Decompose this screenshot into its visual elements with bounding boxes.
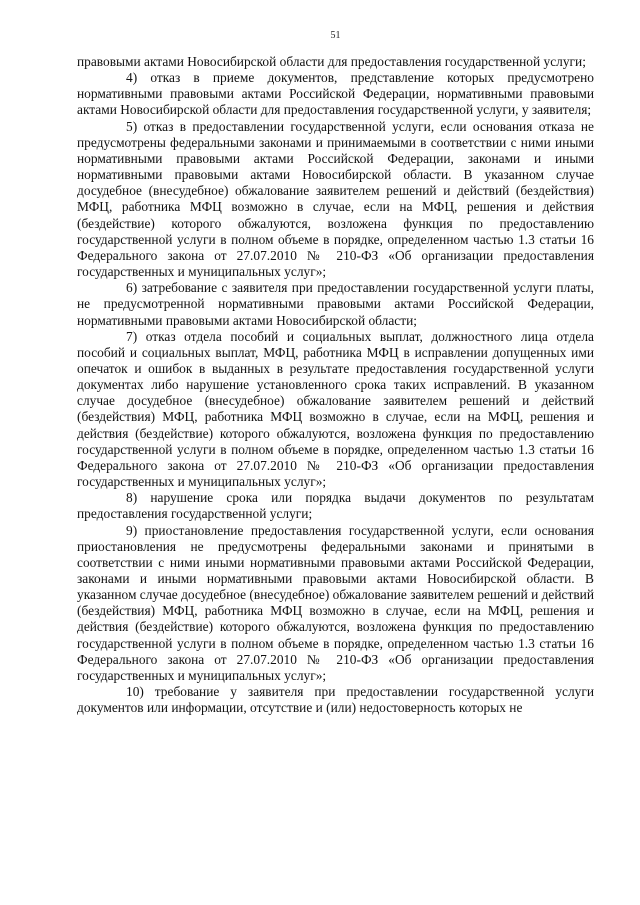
paragraph-item-4: 4) отказ в приеме документов, представление которых предусмотрено нормативными правовыми актами Российской Федерации, нормативными правовыми актами Новосибирской области для предоставления государственной услуги, у заявителя; (77, 70, 594, 118)
paragraph-item-7: 7) отказ отдела пособий и социальных выплат, должностного лица отдела пособий и социальных выплат, МФЦ, работника МФЦ в исправлении допущенных ими опечаток и ошибок в выданных в результате предоставления государственной услуги документах либо нарушение установленного срока таких исправлений. В указанном случае досудебное (внесудебное) обжалование заявителем решений и действий (бездействия) МФЦ, работника МФЦ возможно в случае, если на МФЦ, решения и действия (бездействие) которого обжалуются, возложена функция по предоставлению государственной услуги в полном объеме в порядке, определенном частью 1.3 статьи 16 Федерального закона от 27.07.2010 № 210-ФЗ «Об организации предоставления государственных и муниципальных услуг»; (77, 328, 594, 490)
paragraph-item-9: 9) приостановление предоставления государственной услуги, если основания приостановления не предусмотрены федеральными законами и принятыми в соответствии с ними иными нормативными правовыми актами Российской Федерации, законами и иными нормативными правовыми актами Новосибирской области. В указанном случае досудебное (внесудебное) обжалование заявителем решений и действий (бездействия) МФЦ, работника МФЦ возможно в случае, если на МФЦ, решения и действия (бездействие) которого обжалуются, возложена функция по предоставлению государственной услуги в полном объеме в порядке, определенном частью 1.3 статьи 16 Федерального закона от 27.07.2010 № 210-ФЗ «Об организации предоставления государственных и муниципальных услуг»; (77, 522, 594, 683)
paragraph-item-5: 5) отказ в предоставлении государственной услуги, если основания отказа не предусмотрены федеральными законами и принимаемыми в соответствии с ними иными нормативными правовыми актами Российской Федерации, законами и иными нормативными правовыми актами Новосибирской области. В указанном случае досудебное (внесудебное) обжалование заявителем решений и действий (бездействия) МФЦ, работника МФЦ возможно в случае, если на МФЦ, решения и действия (бездействие) которого обжалуются, возложена функция по предоставлению государственной услуги в полном объеме в порядке, определенном частью 1.3 статьи 16 Федерального закона от 27.07.2010 № 210-ФЗ «Об организации предоставления государственных и муниципальных услуг»; (77, 118, 594, 280)
paragraph-item-8: 8) нарушение срока или порядка выдачи документов по результатам предоставления государственной услуги; (77, 490, 594, 522)
paragraph-item-10: 10) требование у заявителя при предоставлении государственной услуги документов или информации, отсутствие и (или) недостоверность которых не (77, 684, 594, 716)
paragraph-continuation: правовыми актами Новосибирской области для предоставления государственной услуги; (77, 54, 586, 69)
paragraph-item-6: 6) затребование с заявителя при предоставлении государственной услуги платы, не предусмотренной нормативными правовыми актами Российской Федерации, нормативными правовыми актами Новосибирской области; (77, 280, 594, 328)
page-number: 51 (330, 30, 341, 41)
